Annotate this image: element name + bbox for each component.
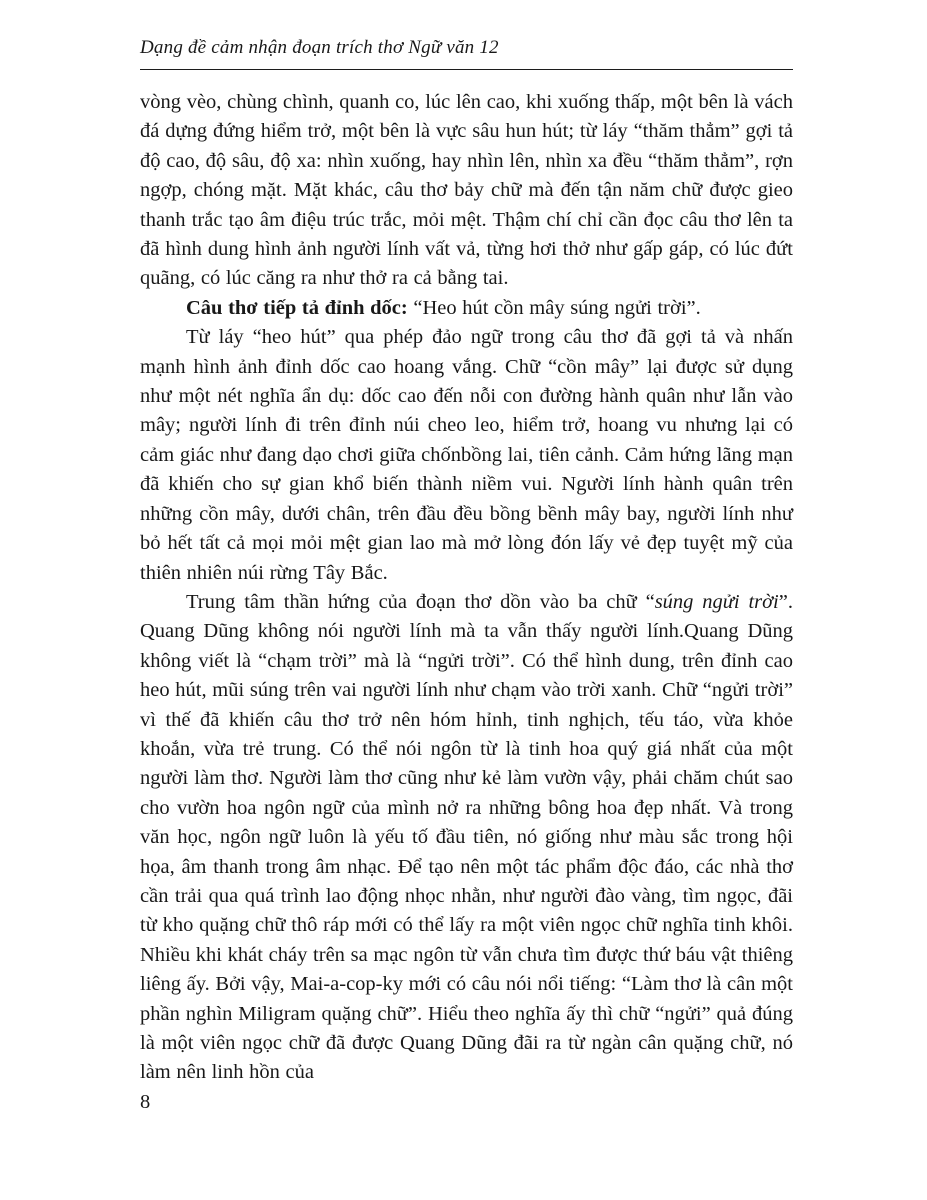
text-run: Trung tâm thần hứng của đoạn thơ dồn vào ba chữ “ [186,590,655,613]
text-run: Từ láy “heo hút” qua phép đảo ngữ trong câu thơ đã gợi tả và nhấn mạnh hình ảnh đỉnh dốc cao hoang vắng. Chữ “cồn mây” lại được sử dụng như một nét nghĩa ẩn dụ: dốc cao đến nỗi con đường hành quân như lẫn vào mây; người lính đi trên đỉnh núi cheo leo, hiểm trở, hoang vu nhưng lại có cảm giác như đang dạo chơi giữa chốnbồng lai, tiên cảnh. Cảm hứng lãng mạn đã khiến cho sự gian khổ biến thành niềm vui. Người lính hành quân trên những cồn mây, dưới chân, trên đầu đều bồng bềnh mây bay, người lính như bỏ hết tất cả mọi mỏi mệt gian lao mà mở lòng đón lấy vẻ đẹp tuyệt mỹ của thiên nhiên núi rừng Tây Bắc. [140,326,793,584]
text-run: vòng vèo, chùng chình, quanh co, lúc lên cao, khi xuống thấp, một bên là vách đá dựng đứng hiểm trở, một bên là vực sâu hun hút; từ láy “thăm thẳm” gợi tả độ cao, độ sâu, độ xa: nhìn xuống, hay nhìn lên, nhìn xa đều “thăm thẳm”, rợn ngợp, chóng mặt. Mặt khác, câu thơ bảy chữ mà đến tận năm chữ được gieo thanh trắc tạo âm điệu trúc trắc, mỏi mệt. Thậm chí chỉ cần đọc câu thơ lên ta đã hình dung hình ảnh người lính vất vả, từng hơi thở như gấp gáp, có lúc đứt quãng, có lúc căng ra như thở ra cả bằng tai. [140,91,793,290]
paragraph [140,588,793,1088]
document-body [140,88,793,1088]
header-rule [140,69,793,70]
paragraph [140,88,793,294]
text-run: Câu thơ tiếp tả đỉnh dốc: [186,296,414,319]
header-title: Dạng đề cảm nhận đoạn trích thơ Ngữ văn 12 [140,37,499,58]
text-run: súng ngửi trời [654,590,779,613]
page-header [140,36,793,69]
paragraph [140,294,793,323]
page-number: 8 [140,1090,151,1113]
text-run: “Heo hút cồn mây súng ngửi trời”. [413,296,701,319]
text-run: ”. Quang Dũng không nói người lính mà ta vẫn thấy người lính.Quang Dũng không viết là “chạm trời” mà là “ngửi trời”. Có thể hình dung, trên đỉnh cao heo hút, mũi súng trên vai người lính như chạm vào trời xanh. Chữ “ngửi trời” vì thế đã khiến câu thơ trở nên hóm hỉnh, tinh nghịch, tếu táo, vừa khỏe khoắn, vừa trẻ trung. Có thể nói ngôn từ là tinh hoa quý giá nhất của một người làm thơ. Người làm thơ cũng như kẻ làm vườn vậy, phải chăm chút sao cho vườn hoa ngôn ngữ của mình nở ra những bông hoa đẹp nhất. Và trong văn học, ngôn ngữ luôn là yếu tố đầu tiên, nó giống như màu sắc trong hội họa, âm thanh trong âm nhạc. Để tạo nên một tác phẩm độc đáo, các nhà thơ cần trải qua quá trình lao động nhọc nhằn, như người đào vàng, tìm ngọc, đãi từ kho quặng chữ thô ráp mới có thể lấy ra một viên ngọc chữ nghĩa tinh khôi. Nhiều khi khát cháy trên sa mạc ngôn từ vẫn chưa tìm được thứ báu vật thiêng liêng ấy. Bởi vậy, Mai-a-cop-ky mới có câu nói nổi tiếng: “Làm thơ là cân một phần nghìn Miligram quặng chữ”. Hiểu theo nghĩa ấy thì chữ “ngửi” quả đúng là một viên ngọc chữ đã được Quang Dũng đãi ra từ ngàn cân quặng chữ, nó làm nên linh hồn của [140,590,793,1084]
paragraph [140,323,793,588]
